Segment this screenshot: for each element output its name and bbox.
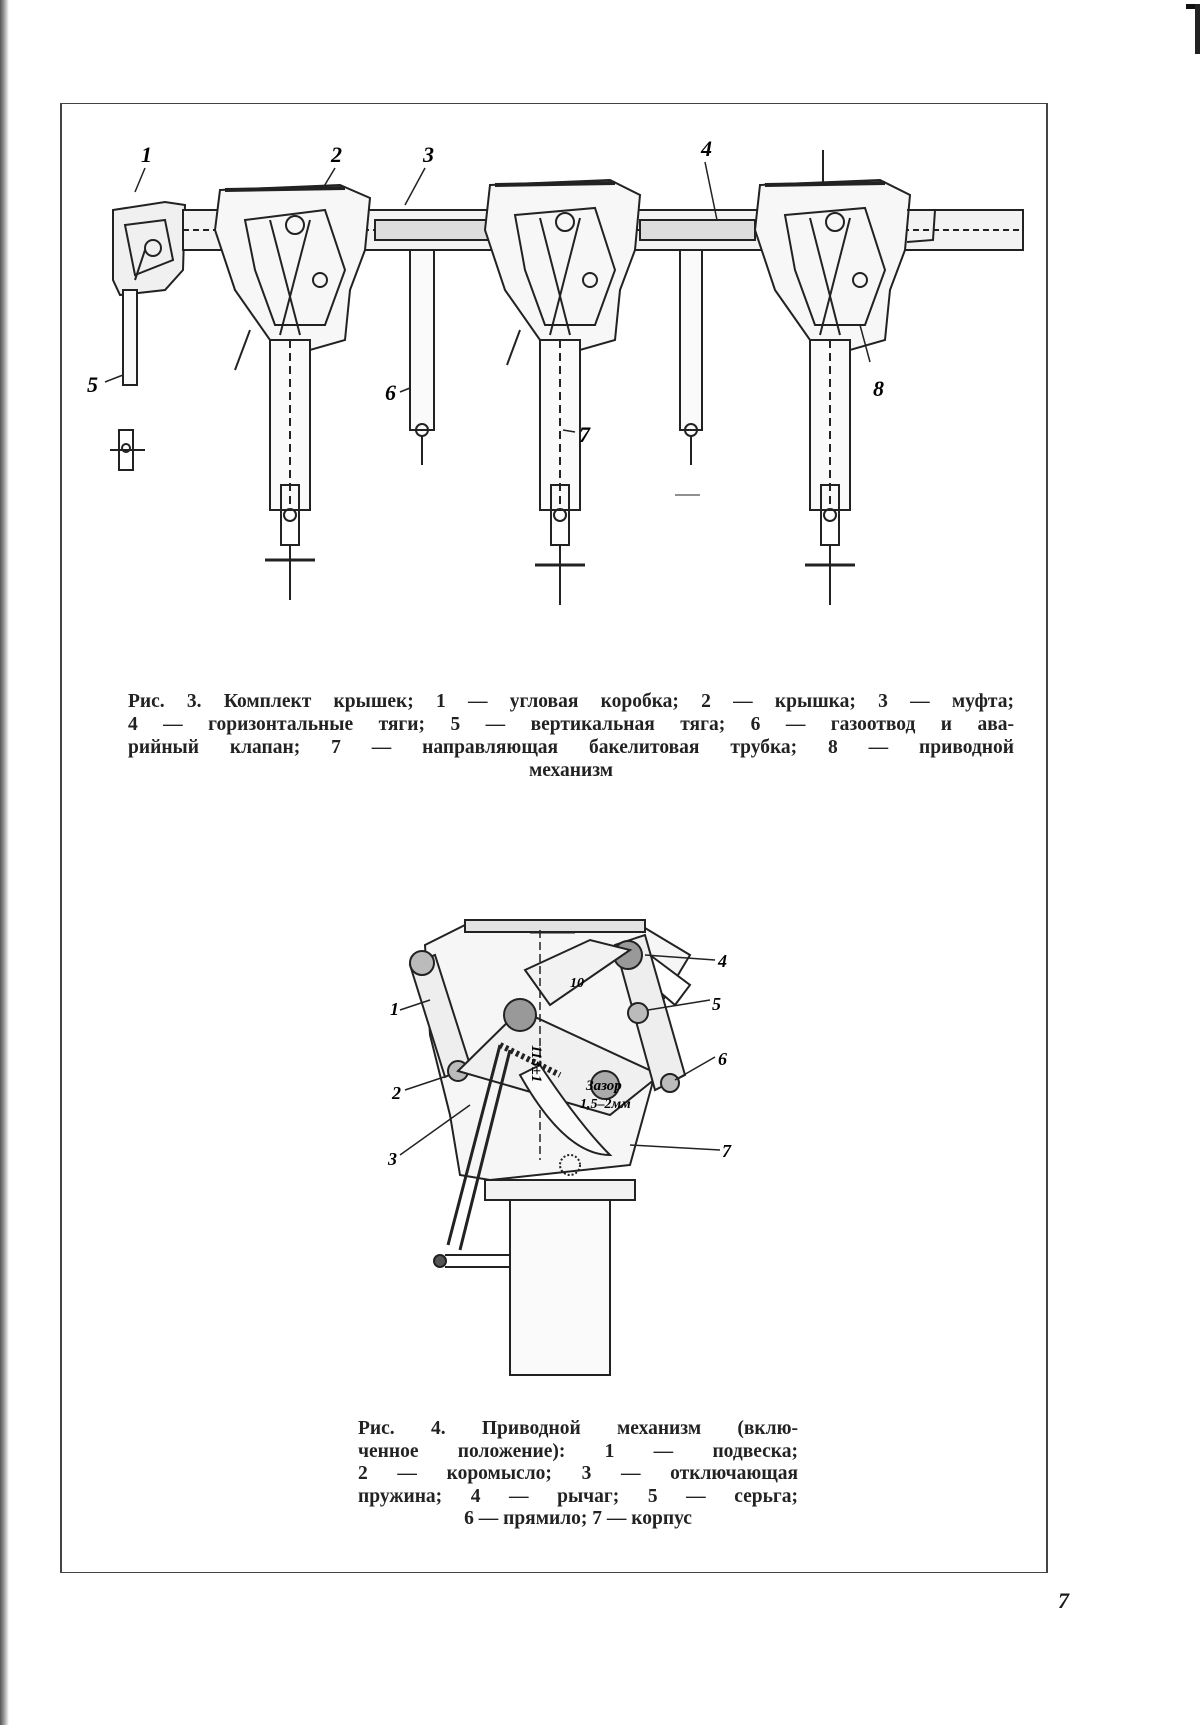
fig4-callout-6: 6 [718, 1049, 727, 1069]
fig4-angle-label: 10 [570, 976, 584, 991]
fig4-callout-5: 5 [712, 994, 721, 1014]
caption-line: Рис. 4. Приводной механизм (вклю- [358, 1418, 798, 1439]
fig3-callout-3: 3 [423, 142, 434, 167]
fig4-callout-2: 2 [392, 1083, 401, 1103]
figure-3-drawing [87, 130, 1035, 670]
figure-4-drawing [390, 915, 840, 1375]
fig4-callout-4: 4 [718, 951, 727, 971]
fig3-callout-5: 5 [87, 372, 98, 397]
fig4-callout-1: 1 [390, 999, 399, 1019]
fig3-callout-6: 6 [385, 380, 396, 405]
fig3-callout-4: 4 [701, 136, 712, 161]
fig3-callout-2: 2 [331, 142, 342, 167]
caption-line: рийный клапан; 7 — направляющая бакелитовая трубка; 8 — приводной [128, 737, 1014, 758]
caption-line: 6 — прямило; 7 — корпус [464, 1508, 692, 1529]
caption-line: ченное положение): 1 — подвеска; [358, 1440, 798, 1462]
caption-line: Рис. 3. Комплект крышек; 1 — угловая коробка; 2 — крышка; 3 — муфта; [128, 691, 1014, 712]
fig4-callout-3: 3 [388, 1149, 397, 1169]
fig4-gap-label: Зазор [586, 1078, 622, 1094]
fig4-gap-value: 1,5–2мм [580, 1097, 631, 1112]
fig3-callout-8: 8 [873, 376, 884, 401]
figure-3-caption [128, 690, 1014, 782]
fig3-callout-1: 1 [141, 142, 152, 167]
figure-4-caption [358, 1418, 798, 1531]
fig4-callout-7: 7 [722, 1141, 731, 1161]
caption-line: 4 — горизонтальные тяги; 5 — вертикальная тяга; 6 — газоотвод и ава- [128, 714, 1014, 735]
caption-line: механизм [528, 760, 614, 781]
caption-line: пружина; 4 — рычаг; 5 — серьга; [358, 1485, 798, 1507]
scan-corner-mark [1186, 0, 1200, 60]
caption-line: 2 — коромысло; 3 — отключающая [358, 1463, 798, 1484]
scan-edge-shadow [0, 0, 9, 1725]
fig3-callout-7: 7 [579, 422, 590, 447]
page-number: 7 [1058, 1588, 1069, 1613]
fig4-dimension-label: 113±1 [528, 1045, 544, 1083]
